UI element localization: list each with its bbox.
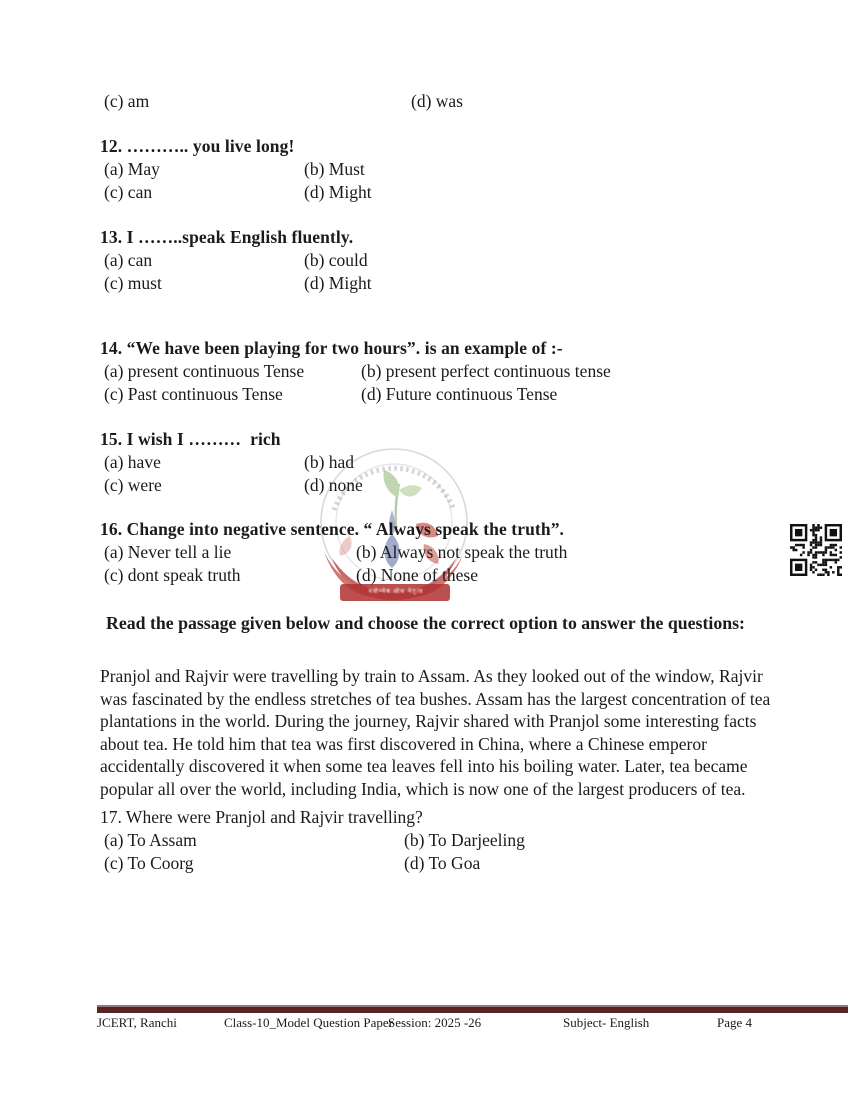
option-d: (d) None of these — [356, 565, 478, 585]
footer-session: Session: 2025 -26 — [388, 1015, 482, 1030]
option-row — [100, 181, 790, 204]
question-17 — [100, 806, 790, 875]
footer-page-number: Page 4 — [717, 1015, 753, 1030]
option-c: (c) can — [104, 182, 153, 202]
question-16 — [100, 518, 790, 587]
option-d: (d) To Goa — [404, 853, 481, 873]
option-b: (b) Always not speak the truth — [356, 542, 568, 562]
emblem-banner-text: नवोन्मेष शोध नेतृत्व — [368, 588, 424, 595]
footer — [0, 1014, 850, 1034]
section-heading: Read the passage given below and choose the correct option to answer the questions: — [106, 613, 745, 633]
option-row — [100, 829, 790, 852]
option-row — [100, 451, 790, 474]
option-c: (c) dont speak truth — [104, 565, 241, 585]
footer-rule — [97, 1005, 848, 1013]
question-stem: 12. ……….. you live long! — [100, 136, 295, 156]
option-b: (b) had — [304, 452, 355, 472]
question-13 — [100, 226, 790, 295]
question-stem: 17. Where were Pranjol and Rajvir travelling? — [100, 807, 423, 827]
option-row — [100, 360, 790, 383]
option-b: (b) present perfect continuous tense — [361, 361, 611, 381]
question-stem: 15. I wish I ……… rich — [100, 429, 281, 449]
option-d: (d) Future continuous Tense — [361, 384, 558, 404]
option-row — [100, 474, 790, 497]
option-c: (c) were — [104, 475, 162, 495]
option-a: (a) have — [104, 452, 161, 472]
qr-graphic — [790, 524, 842, 576]
question-15 — [100, 428, 790, 497]
option-b: (b) To Darjeeling — [404, 830, 525, 850]
footer-paper-title: Class-10_Model Question Paper — [224, 1015, 393, 1030]
question-14 — [100, 337, 790, 406]
reading-passage: Pranjol and Rajvir were travelling by train to Assam. As they looked out of the window, Rajvir was fascinated by the endless stretches of tea bushes. Assam has the largest concentration of tea plantations in the world. During the journey, Rajvir shared with Pranjol some interesting facts about tea. He told him that tea was first discovered in China, where a Chinese emperor accidentally discovered it when some tea leaves fell into his boiling water. Later, tea became popular all over the world, including India, which is now one of the largest producers of tea. — [100, 666, 771, 799]
option-row — [100, 383, 790, 406]
question-stem: 16. Change into negative sentence. “ Always speak the truth”. — [100, 519, 565, 539]
qr-code — [790, 524, 842, 576]
footer-subject: Subject- English — [563, 1015, 650, 1030]
footer-org: JCERT, Ranchi — [97, 1015, 177, 1030]
option-d: (d) none — [304, 475, 363, 495]
option-c: (c) To Coorg — [104, 853, 194, 873]
option-row — [100, 249, 790, 272]
option-c: (c) Past continuous Tense — [104, 384, 283, 404]
question-stem: 14. “We have been playing for two hours”. is an example of :- — [100, 338, 563, 358]
option-row — [100, 541, 790, 564]
carryover-option-row — [100, 90, 790, 113]
option-a: (a) May — [104, 159, 160, 179]
option-d: (d) Might — [304, 273, 372, 293]
option-a: (a) Never tell a lie — [104, 542, 232, 562]
option-row — [100, 158, 790, 181]
option-a: (a) present continuous Tense — [104, 361, 305, 381]
option-d: (d) was — [411, 91, 463, 111]
option-a: (a) can — [104, 250, 153, 270]
option-row — [100, 272, 790, 295]
question-stem: 13. I ……..speak English fluently. — [100, 227, 354, 247]
option-a: (a) To Assam — [104, 830, 197, 850]
option-b: (b) could — [304, 250, 368, 270]
option-row — [100, 564, 790, 587]
option-row — [100, 852, 790, 875]
option-d: (d) Might — [304, 182, 372, 202]
question-12 — [100, 135, 790, 204]
option-c: (c) must — [104, 273, 162, 293]
option-b: (b) Must — [304, 159, 365, 179]
option-c: (c) am — [104, 91, 150, 111]
